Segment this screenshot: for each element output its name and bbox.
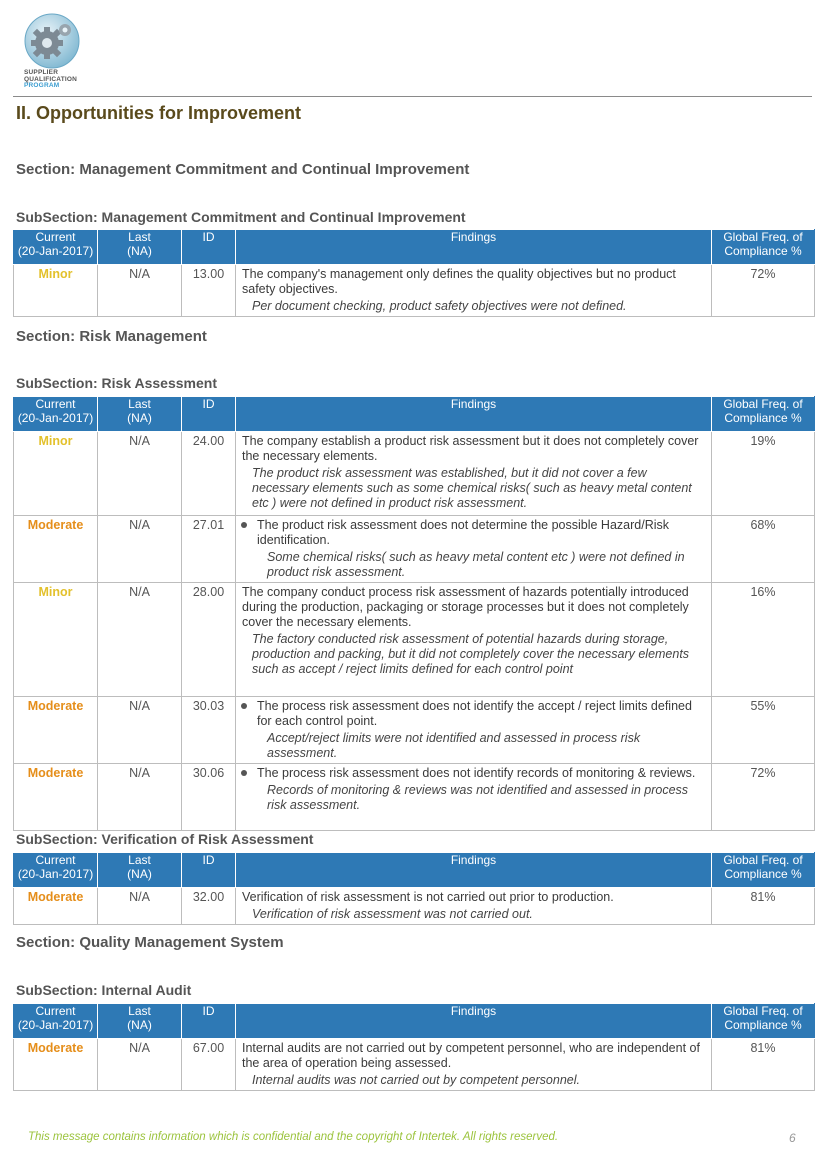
col-last: Last (NA) <box>98 397 182 432</box>
finding-text: The company establish a product risk assessment but it does not completely cover the necessary elements. <box>242 434 699 463</box>
finding-observation: Some chemical risks( such as heavy metal content etc ) were not defined in product risk assessment. <box>267 550 685 579</box>
page-number: 6 <box>789 1131 796 1145</box>
subsection-title: SubSection: Risk Assessment <box>16 375 217 391</box>
finding-text: Verification of risk assessment is not carried out prior to production. <box>242 890 614 904</box>
findings-table <box>13 396 815 831</box>
col-findings: Findings <box>236 397 712 432</box>
header-divider <box>13 96 812 97</box>
finding-text: The company's management only defines the quality objectives but no product safety objectives. <box>242 267 676 296</box>
finding-id: 67.00 <box>182 1039 236 1091</box>
finding-text: The process risk assessment does not identify the accept / reject limits defined for each control point. <box>242 699 705 729</box>
current-rating: Minor <box>14 265 98 317</box>
confidentiality-footer: This message contains information which is confidential and the copyright of Intertek. All rights reserved. <box>28 1131 559 1143</box>
finding-observation: The product risk assessment was established, but it did not cover a few necessary elements such as some chemical risks( such as heavy metal content etc ) were not defined in product risk assessment. <box>252 466 692 510</box>
finding-id: 27.01 <box>182 516 236 583</box>
finding-id: 13.00 <box>182 265 236 317</box>
subsection-title: SubSection: Verification of Risk Assessment <box>16 831 314 847</box>
col-id: ID <box>182 1004 236 1039</box>
global-frequency: 72% <box>712 764 815 831</box>
finding-cell <box>236 516 712 583</box>
finding-cell <box>236 265 712 317</box>
col-id: ID <box>182 230 236 265</box>
col-global-freq: Global Freq. of Compliance % <box>712 397 815 432</box>
table-row <box>14 516 815 583</box>
table-header-row <box>14 1004 815 1039</box>
col-last: Last (NA) <box>98 853 182 888</box>
last-rating: N/A <box>98 432 182 516</box>
supplier-qualification-program-logo <box>23 12 83 94</box>
global-frequency: 81% <box>712 888 815 925</box>
global-frequency: 19% <box>712 432 815 516</box>
logo-wordmark: SUPPLIER QUALIFICATION PROGRAM <box>24 69 78 89</box>
findings-table <box>13 1003 815 1091</box>
finding-id: 24.00 <box>182 432 236 516</box>
col-last: Last (NA) <box>98 230 182 265</box>
finding-cell <box>236 1039 712 1091</box>
table-row <box>14 432 815 516</box>
col-current: Current (20-Jan-2017) <box>14 853 98 888</box>
finding-observation: Verification of risk assessment was not carried out. <box>252 907 533 921</box>
section-title: Section: Risk Management <box>16 328 207 345</box>
finding-observation: Per document checking, product safety objectives were not defined. <box>252 299 627 313</box>
table-row <box>14 697 815 764</box>
table-row <box>14 888 815 925</box>
current-rating: Moderate <box>14 1039 98 1091</box>
col-current: Current (20-Jan-2017) <box>14 230 98 265</box>
table-header-row <box>14 853 815 888</box>
global-frequency: 72% <box>712 265 815 317</box>
col-current: Current (20-Jan-2017) <box>14 397 98 432</box>
finding-id: 30.03 <box>182 697 236 764</box>
finding-text: The company conduct process risk assessment of hazards potentially introduced during the production, packaging or storage processes but it does not completely cover the necessary elements. <box>242 585 689 629</box>
col-findings: Findings <box>236 230 712 265</box>
table-row <box>14 764 815 831</box>
finding-id: 30.06 <box>182 764 236 831</box>
section-title: Section: Quality Management System <box>16 934 284 951</box>
last-rating: N/A <box>98 265 182 317</box>
last-rating: N/A <box>98 516 182 583</box>
col-last: Last (NA) <box>98 1004 182 1039</box>
col-id: ID <box>182 853 236 888</box>
last-rating: N/A <box>98 1039 182 1091</box>
finding-observation: Accept/reject limits were not identified and assessed in process risk assessment. <box>267 731 641 760</box>
current-rating: Moderate <box>14 764 98 831</box>
finding-id: 32.00 <box>182 888 236 925</box>
findings-table <box>13 852 815 925</box>
finding-observation: Internal audits was not carried out by competent personnel. <box>252 1073 580 1087</box>
col-global-freq: Global Freq. of Compliance % <box>712 230 815 265</box>
table-header-row <box>14 397 815 432</box>
global-frequency: 55% <box>712 697 815 764</box>
finding-cell <box>236 697 712 764</box>
table-row <box>14 265 815 317</box>
subsection-title: SubSection: Management Commitment and Continual Improvement <box>16 209 466 225</box>
finding-observation: Records of monitoring & reviews was not identified and assessed in process risk assessment. <box>267 783 689 812</box>
table-row <box>14 583 815 697</box>
finding-id: 28.00 <box>182 583 236 697</box>
table-header-row <box>14 230 815 265</box>
global-frequency: 16% <box>712 583 815 697</box>
finding-text: The process risk assessment does not identify records of monitoring & reviews. <box>242 766 705 781</box>
subsection-title: SubSection: Internal Audit <box>16 982 192 998</box>
global-frequency: 68% <box>712 516 815 583</box>
last-rating: N/A <box>98 583 182 697</box>
findings-table <box>13 229 815 317</box>
gear-globe-icon <box>23 12 81 70</box>
finding-cell <box>236 764 712 831</box>
col-findings: Findings <box>236 853 712 888</box>
global-frequency: 81% <box>712 1039 815 1091</box>
current-rating: Moderate <box>14 888 98 925</box>
section-title: Section: Management Commitment and Continual Improvement <box>16 161 470 178</box>
last-rating: N/A <box>98 888 182 925</box>
finding-text: Internal audits are not carried out by competent personnel, who are independent of the area of operation being assessed. <box>242 1041 700 1070</box>
finding-cell <box>236 583 712 697</box>
finding-observation: The factory conducted risk assessment of potential hazards during storage, production and packing, but it did not completely cover the necessary elements such as accept / reject limits defined for each control point <box>252 632 690 676</box>
last-rating: N/A <box>98 764 182 831</box>
col-id: ID <box>182 397 236 432</box>
col-global-freq: Global Freq. of Compliance % <box>712 1004 815 1039</box>
finding-cell <box>236 888 712 925</box>
finding-cell <box>236 432 712 516</box>
col-current: Current (20-Jan-2017) <box>14 1004 98 1039</box>
col-global-freq: Global Freq. of Compliance % <box>712 853 815 888</box>
table-row <box>14 1039 815 1091</box>
current-rating: Moderate <box>14 697 98 764</box>
last-rating: N/A <box>98 697 182 764</box>
page-heading: II. Opportunities for Improvement <box>16 103 302 123</box>
col-findings: Findings <box>236 1004 712 1039</box>
current-rating: Moderate <box>14 516 98 583</box>
finding-text: The product risk assessment does not determine the possible Hazard/Risk identification. <box>242 518 705 548</box>
current-rating: Minor <box>14 583 98 697</box>
current-rating: Minor <box>14 432 98 516</box>
